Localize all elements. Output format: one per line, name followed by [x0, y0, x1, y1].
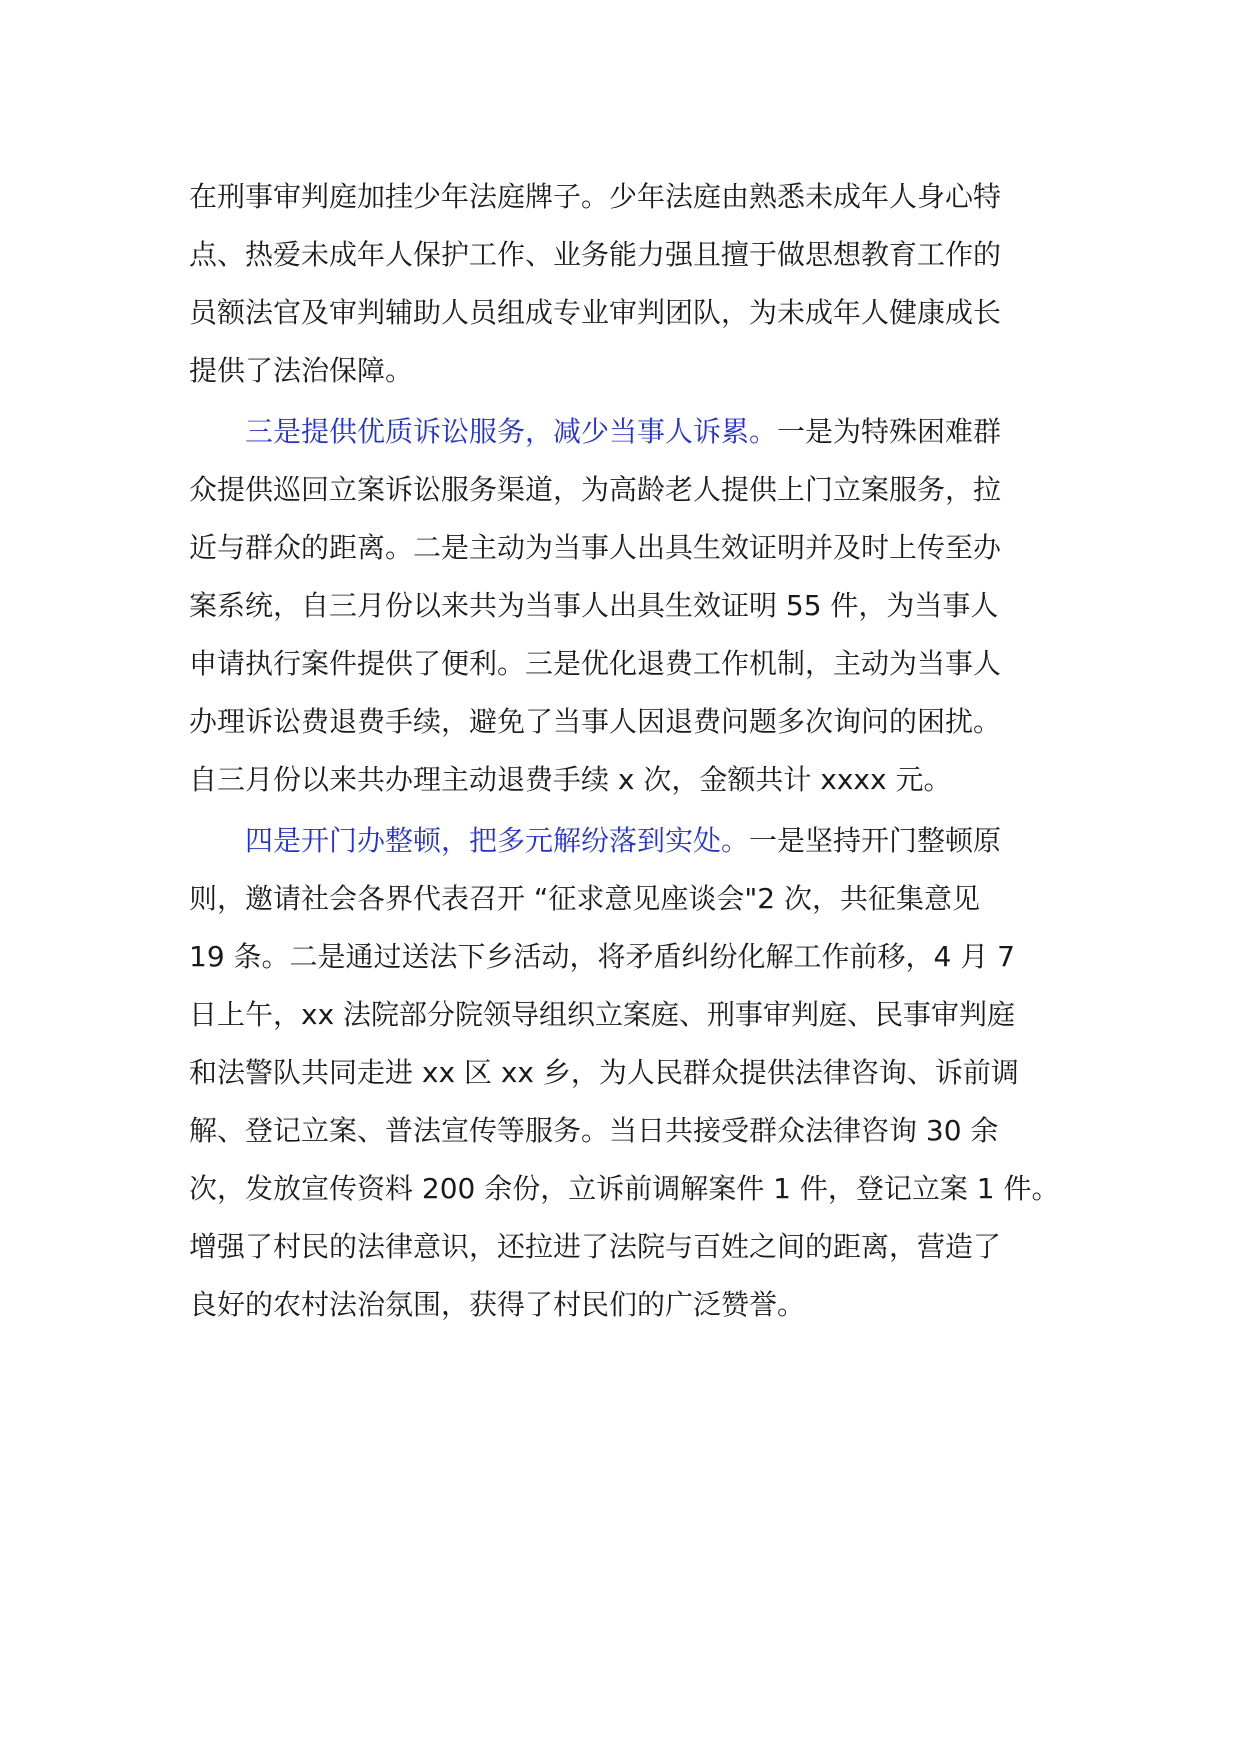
paragraph-line: 自三月份以来共办理主动退费手续 x 次，金额共计 xxxx 元。 [189, 763, 952, 796]
section-4-heading: 四是开门办整顿，把多元解纷落到实处。 [245, 824, 750, 857]
paragraph-line: 案系统，自三月份以来共为当事人出具生效证明 55 件，为当事人 [189, 589, 999, 622]
paragraph-line: 众提供巡回立案诉讼服务渠道，为高龄老人提供上门立案服务，拉 [189, 473, 1002, 506]
paragraph-line: 点、热爱未成年人保护工作、业务能力强且擅于做思想教育工作的 [189, 238, 1002, 271]
section-4-first-line-text: 一是坚持开门整顿原 [749, 824, 1002, 857]
paragraph-line: 和法警队共同走进 xx 区 xx 乡，为人民群众提供法律咨询、诉前调 [189, 1056, 1019, 1089]
paragraph-line: 19 条。二是通过送法下乡活动，将矛盾纠纷化解工作前移，4 月 7 [189, 940, 1015, 973]
paragraph-line: 良好的农村法治氛围，获得了村民们的广泛赞誉。 [189, 1288, 806, 1321]
paragraph-line: 解、登记立案、普法宣传等服务。当日共接受群众法律咨询 30 余 [189, 1114, 999, 1147]
paragraph-line: 办理诉讼费退费手续，避免了当事人因退费问题多次询问的困扰。 [189, 705, 1002, 738]
paragraph-line: 申请执行案件提供了便利。三是优化退费工作机制，主动为当事人 [189, 647, 1002, 680]
paragraph-line: 则，邀请社会各界代表召开 “征求意见座谈会"2 次，共征集意见 [189, 882, 981, 915]
paragraph-line: 次，发放宣传资料 200 余份，立诉前调解案件 1 件，登记立案 1 件。 [189, 1172, 1060, 1205]
paragraph-line: 日上午，xx 法院部分院领导组织立案庭、刑事审判庭、民事审判庭 [189, 998, 1016, 1031]
paragraph-line: 近与群众的距离。二是主动为当事人出具生效证明并及时上传至办 [189, 531, 1002, 564]
paragraph-line: 增强了村民的法律意识，还拉进了法院与百姓之间的距离，营造了 [189, 1230, 1002, 1263]
section-4-first-line [245, 821, 1001, 861]
paragraph-line: 提供了法治保障。 [189, 354, 414, 387]
section-3-first-line-text: 一是为特殊困难群 [777, 415, 1002, 448]
paragraph-line: 在刑事审判庭加挂少年法庭牌子。少年法庭由熟悉未成年人身心特 [189, 180, 1002, 213]
section-3-heading: 三是提供优质诉讼服务，减少当事人诉累。 [245, 415, 778, 448]
paragraph-line: 员额法官及审判辅助人员组成专业审判团队，为未成年人健康成长 [189, 296, 1002, 329]
section-3-first-line [245, 412, 1001, 452]
